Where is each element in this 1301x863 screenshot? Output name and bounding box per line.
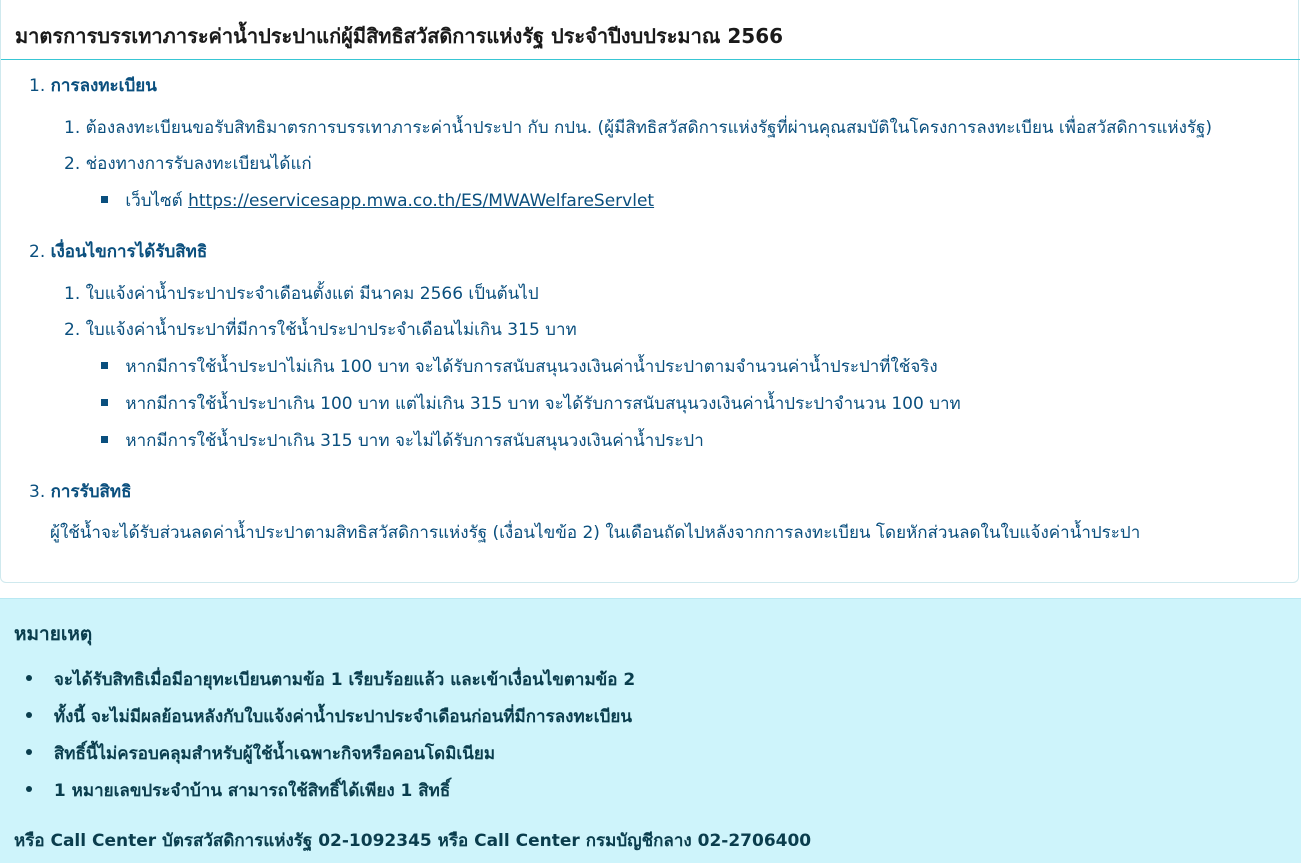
condition-sub-text: หากมีการใช้น้ำประปาเกิน 100 บาท แต่ไม่เกิน 315 บาท จะได้รับการสนับสนุนวงเงินค่าน้ำประปาจำนวน 100 บาท	[125, 394, 961, 414]
bullet-dot-icon	[26, 749, 32, 755]
note-item-text: 1 หมายเลขประจำบ้าน สามารถใช้สิทธิ์ได้เพียง 1 สิทธิ์	[53, 781, 451, 801]
condition-item-1: 1. ใบแจ้งค่าน้ำประปาประจำเดือนตั้งแต่ มีนาคม 2566 เป็นต้นไป	[64, 284, 539, 304]
note-item	[26, 740, 495, 767]
condition-sub-item	[101, 390, 961, 417]
note-title: หมายเหตุ	[14, 623, 93, 645]
website-prefix: เว็บไซต์	[125, 191, 183, 211]
condition-item-2: 2. ใบแจ้งค่าน้ำประปาที่มีการใช้น้ำประปาประจำเดือนไม่เกิน 315 บาท	[64, 320, 577, 340]
bullet-dot-icon	[26, 675, 32, 681]
registration-link[interactable]: https://eservicesapp.mwa.co.th/ES/MWAWelfareServlet	[188, 191, 655, 211]
condition-sub-item	[101, 427, 704, 454]
note-item-text: สิทธิ์นี้ไม่ครอบคลุมสำหรับผู้ใช้น้ำเฉพาะกิจหรือคอนโดมิเนียม	[53, 744, 496, 764]
benefit-text: ผู้ใช้น้ำจะได้รับส่วนลดค่าน้ำประปาตามสิทธิสวัสดิการแห่งรัฐ (เงื่อนไขข้อ 2) ในเดือนถัดไปหลังจากการลงทะเบียน โดยหักส่วนลดในใบแจ้งค่าน้ำประปา	[50, 523, 1141, 543]
condition-sub-text: หากมีการใช้น้ำประปาไม่เกิน 100 บาท จะได้รับการสนับสนุนวงเงินค่าน้ำประปาตามจำนวนค่าน้ำประปาที่ใช้จริง	[125, 357, 938, 377]
section-label: การลงทะเบียน	[50, 76, 157, 96]
section-benefit-heading	[29, 478, 132, 505]
registration-item-1: 1. ต้องลงทะเบียนขอรับสิทธิมาตรการบรรเทาภาระค่าน้ำประปา กับ กปน. (ผู้มีสิทธิสวัสดิการแห่งรัฐที่ผ่านคุณสมบัติในโครงการลงทะเบียน เพื่อสวัสดิการแห่งรัฐ)	[64, 118, 1213, 138]
section-label: เงื่อนไขการได้รับสิทธิ	[50, 242, 208, 262]
note-item	[26, 703, 632, 730]
square-bullet-icon	[101, 436, 108, 443]
note-item-text: จะได้รับสิทธิเมื่อมีอายุทะเบียนตามข้อ 1 เรียบร้อยแล้ว และเข้าเงื่อนไขตามข้อ 2	[53, 670, 636, 690]
registration-website-item	[101, 187, 654, 214]
note-item-text: ทั้งนี้ จะไม่มีผลย้อนหลังกับใบแจ้งค่าน้ำประปาประจำเดือนก่อนที่มีการลงทะเบียน	[53, 707, 632, 727]
section-number: 2.	[29, 242, 46, 262]
square-bullet-icon	[101, 362, 108, 369]
note-box	[0, 598, 1301, 863]
section-label: การรับสิทธิ	[50, 482, 132, 502]
page-title: มาตรการบรรเทาภาระค่าน้ำประปาแก่ผู้มีสิทธิสวัสดิการแห่งรัฐ ประจำปีงบประมาณ 2566	[15, 24, 784, 48]
condition-sub-text: หากมีการใช้น้ำประปาเกิน 315 บาท จะไม่ได้รับการสนับสนุนวงเงินค่าน้ำประปา	[125, 431, 704, 451]
note-item	[26, 777, 450, 804]
bullet-dot-icon	[26, 712, 32, 718]
section-number: 1.	[29, 76, 46, 96]
section-number: 3.	[29, 482, 46, 502]
square-bullet-icon	[101, 196, 108, 203]
note-item	[26, 666, 635, 693]
bullet-dot-icon	[26, 786, 32, 792]
title-divider	[1, 59, 1300, 60]
square-bullet-icon	[101, 399, 108, 406]
registration-item-2: 2. ช่องทางการรับลงทะเบียนได้แก่	[64, 154, 312, 174]
section-conditions-heading	[29, 238, 207, 265]
section-registration-heading	[29, 72, 157, 99]
condition-sub-item	[101, 353, 938, 380]
call-center-footer: หรือ Call Center บัตรสวัสดิการแห่งรัฐ 02-1092345 หรือ Call Center กรมบัญชีกลาง 02-2706400	[14, 831, 812, 851]
